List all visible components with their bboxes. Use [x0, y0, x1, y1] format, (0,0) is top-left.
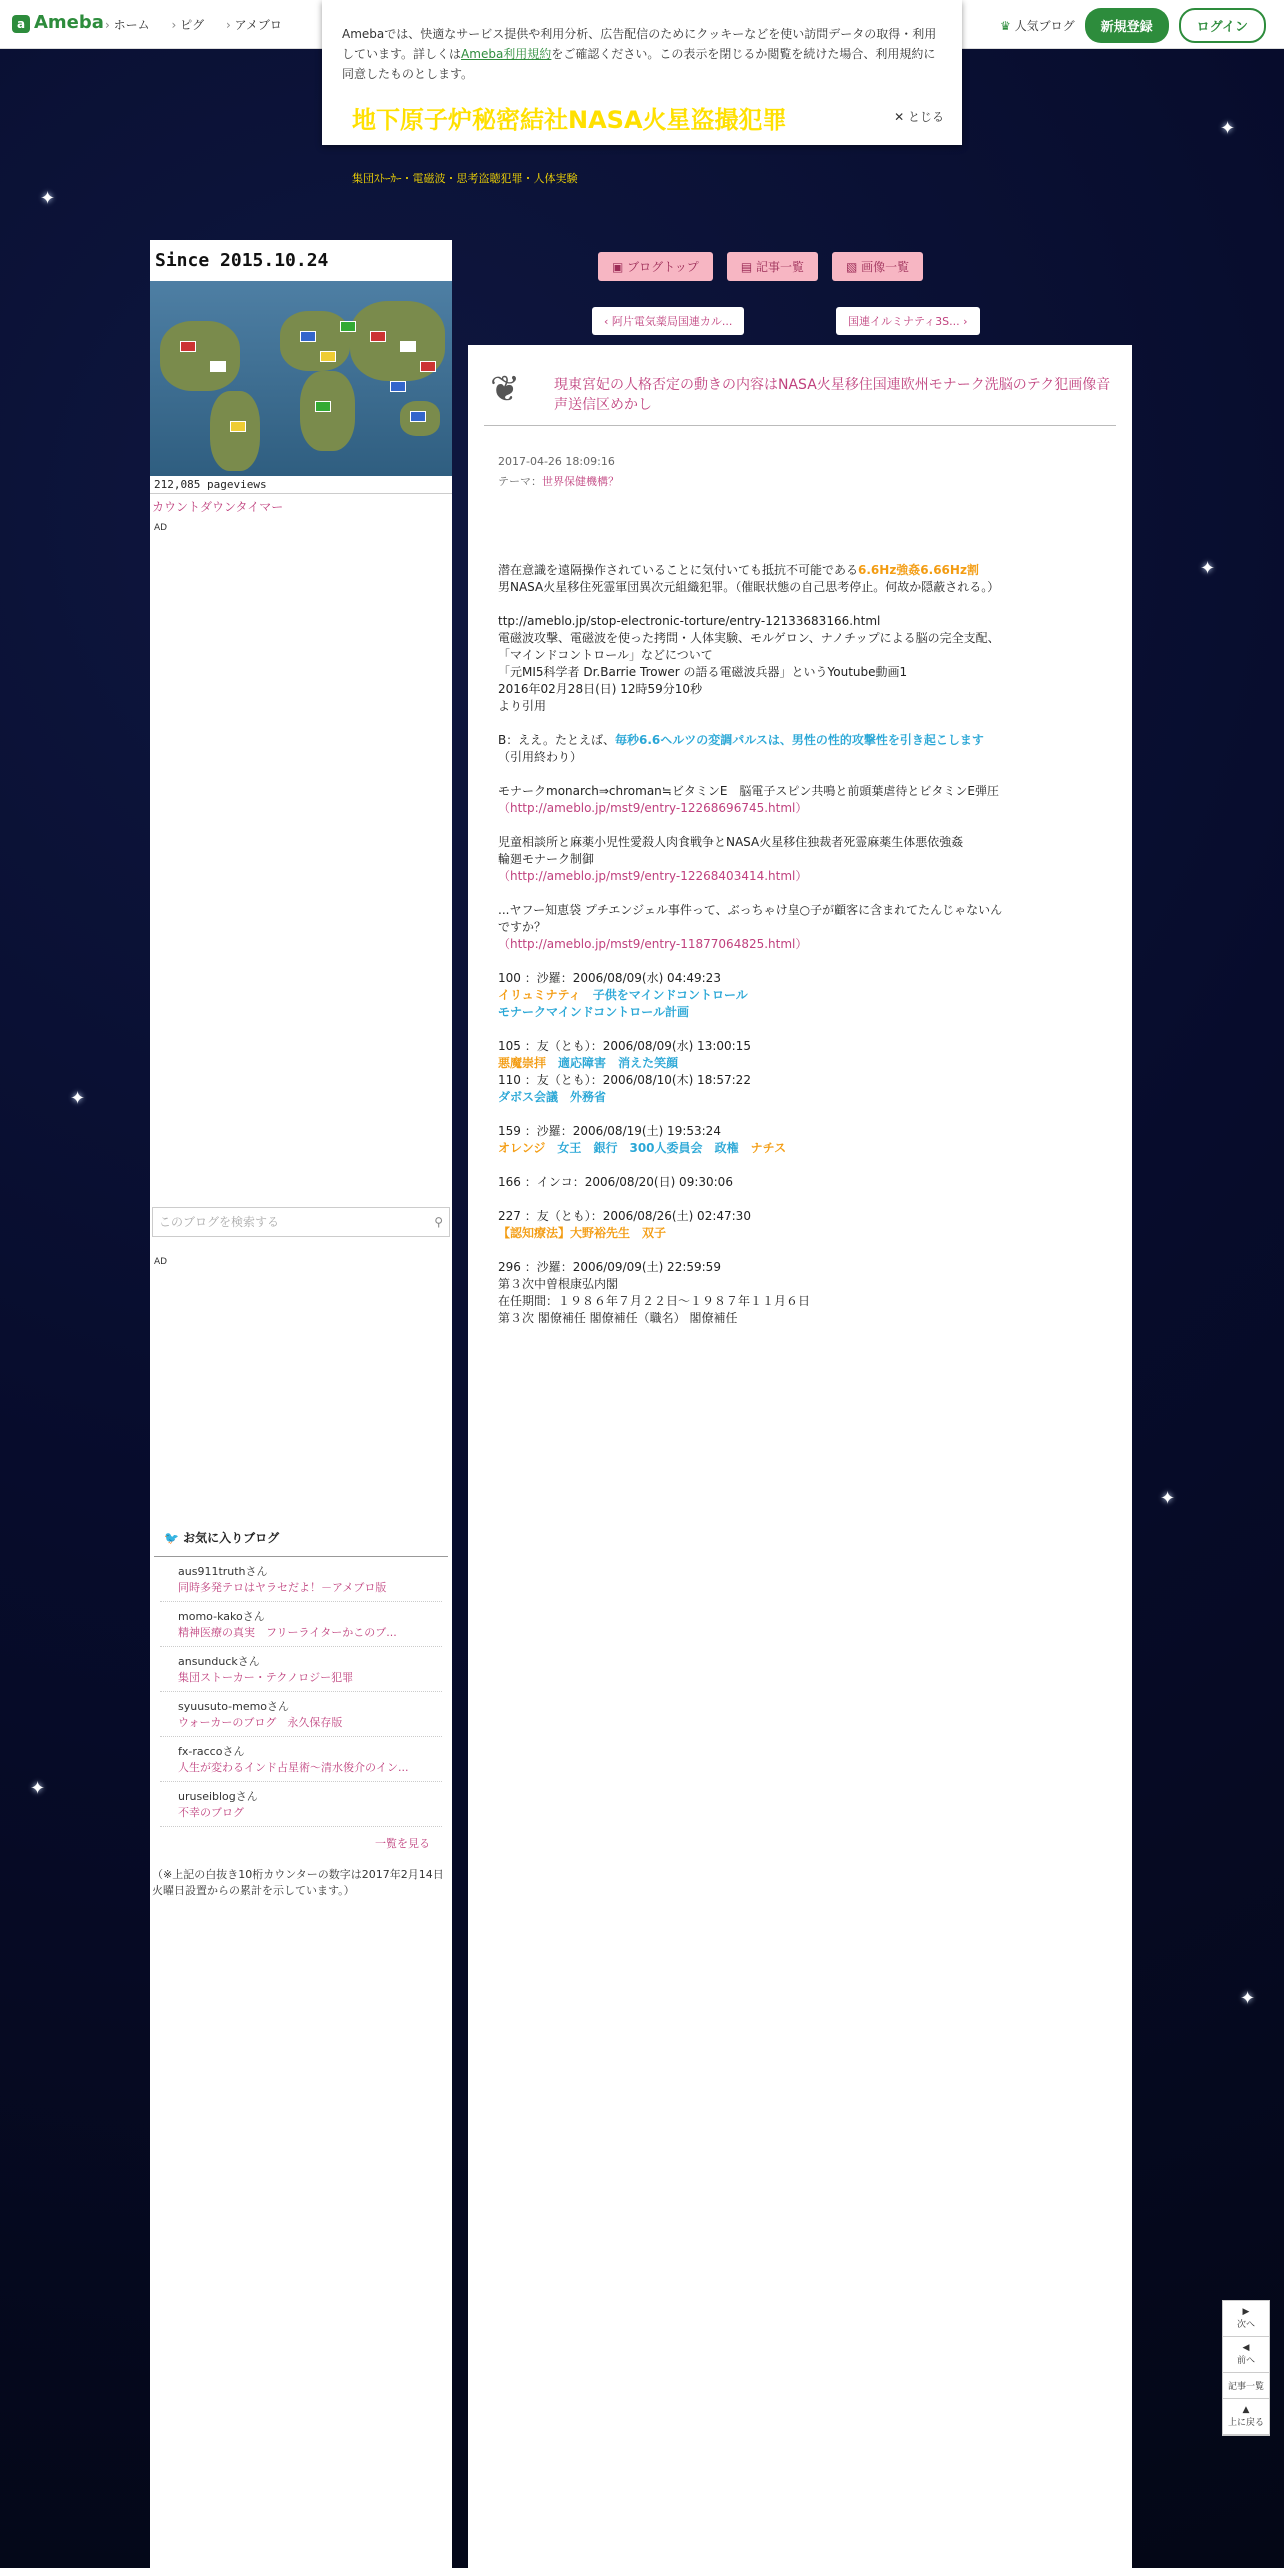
blog-title[interactable]: 地下原子炉秘密結社NASA火星盗撮犯罪 [352, 106, 787, 134]
sidebar-note: （※上記の白抜き10桁カウンターの数字は2017年2月14日火曜日設置からの累計を示しています。） [152, 1868, 444, 1897]
search-icon[interactable]: ⚲ [434, 1215, 443, 1229]
star-icon: ✦ [70, 1088, 86, 1109]
since-label: Since 2015.10.24 [155, 250, 329, 271]
favorite-blog-item[interactable]: aus911truthさん 同時多発テロはヤラセだよ！－アメブロ版 [160, 1557, 442, 1602]
top-nav [105, 16, 300, 33]
home-icon: ▣ [612, 260, 624, 274]
login-button[interactable]: ログイン [1179, 8, 1266, 43]
star-icon: ✦ [1200, 558, 1216, 579]
favorite-blog-item[interactable]: ansunduckさん 集団ストーカー・テクノロジー犯罪 [160, 1647, 442, 1692]
prev-entry-link[interactable]: ‹ 阿片電気薬局国連カル... [592, 307, 744, 335]
article-title[interactable]: 現東宮妃の人格否定の動きの内容はNASA火星移住国連欧州モナーク洗脳のテク犯画像音声送信区めかし [554, 377, 1111, 413]
chevron-left-icon: ‹ [604, 315, 609, 328]
article [468, 345, 1132, 2568]
favorite-blog-item[interactable]: momo-kakoさん 精神医療の真実 フリーライターかこのブ... [160, 1602, 442, 1647]
countdown-timer-link[interactable]: カウントダウンタイマー [152, 500, 284, 514]
article-meta: 2017-04-26 18:09:16 テーマ：世界保健機構？ [498, 452, 1102, 492]
star-icon: ✦ [30, 1778, 46, 1799]
tab-image-list[interactable]: ▧ 画像一覧 [832, 252, 923, 281]
close-icon: ✕ [894, 110, 905, 124]
entry-link[interactable]: （http://ameblo.jp/mst9/entry-11877064825.html） [498, 937, 808, 951]
favorite-blogs-heading: 🐦 お気に入りブログ [154, 1521, 448, 1557]
back-to-top-button[interactable]: ▲ 上に戻る [1223, 2399, 1269, 2435]
popular-blog-link[interactable]: ♛ 人気ブログ [1000, 19, 1075, 33]
tab-entry-list[interactable]: ▤ 記事一覧 [727, 252, 818, 281]
star-icon: ✦ [40, 188, 56, 209]
ameba-logo[interactable]: a Ameba [12, 12, 104, 33]
list-icon: ▤ [740, 260, 753, 274]
favorite-blog-item[interactable]: uruseiblogさん 不幸のブログ [160, 1782, 442, 1827]
article-body: 潜在意識を遠隔操作されていることに気付いても抵抗不可能である6.6Hz強姦6.66Hz割 男NASA火星移住死霊軍団異次元組織犯罪。（催眠状態の自己思考停止。何故か隠蔽される。） ttp://ameblo.jp/stop-electronic-torture/entry-12133683166.html 電磁波攻撃、電磁波を使った拷問・人体実験、モルゲロン、ナノチップによる脳の完全支配、 「マインドコントロール」などについて 「元MI5科学者 Dr.Barrie Trower の語る電磁波兵器」というYoutube動画1 2016年02月28日(日) 12時59分10秒 より引用 B：ええ。たとえば、毎秒6.6ヘルツの変調パルスは、男性の性的攻撃性を引き起こします （引用終わり） モナークmonarch⇒chroman≒ビタミンE 脳電子スピン共鳴と前頭葉虐待とビタミンE弾圧 （http://ameblo.jp/mst9/entry-12268696745.html） 児童相談所と麻薬小児性愛殺人肉食戦争とNASA火星移住独裁者死霊麻薬生体悪依強姦 輪廻モナーク制御 （http://ameblo.jp/mst9/entry-12268403414.html） ...ヤフー知恵袋 プチエンジェル事件って、ぶっちゃけ皇○子が顧客に含まれてたんじゃないん ですか？ （http://ameblo.jp/mst9/entry-11877064825.html） 100 ：沙羅：2006/08/09(水) 04:49:23 イリュミナティ 子供をマインドコントロール モナークマインドコントロール計画 105 ：友（とも）：2006/08/09(水) 13:00:15 悪魔崇拝 適応障害 消えた笑顔 110 ：友（とも）：2006/08/10(木) 18:57:22 ダボス会議 外務省 159 ：沙羅：2006/08/19(土) 19:53:24 オレンジ 女王 銀行 300人委員会 政権 ナチス 166 ：インコ：2006/08/20(日) 09:30:06 227 ：友（とも）：2006/08/26(土) 02:47:30 【認知療法】大野裕先生 双子 296 ：沙羅：2006/09/09(土) 22:59:59 第３次中曽根康弘内閣 在任期間：１９８６年７月２２日～１９８７年１１月６日 第３次 閣僚補任 閣僚補任（職名） 閣僚補任 [498, 563, 1003, 1325]
tree-icon: ❦ [490, 369, 521, 410]
entry-link[interactable]: （http://ameblo.jp/mst9/entry-12268403414.html） [498, 869, 808, 883]
cookie-close-button[interactable]: ✕ とじる [894, 110, 944, 124]
tab-blog-top[interactable]: ▣ ブログトップ [598, 252, 713, 281]
logo-icon: a [12, 15, 30, 33]
terms-link[interactable]: Ameba利用規約 [461, 47, 552, 61]
article-header [484, 365, 1116, 426]
star-icon: ✦ [1160, 1488, 1176, 1509]
favorite-blog-item[interactable]: fx-raccoさん 人生が変わるインド占星術～清水俊介のイン... [160, 1737, 442, 1782]
bird-icon: 🐦 [164, 1531, 179, 1545]
blog-description: 集団ｽﾄｰｶｰ・電磁波・思考盗聴犯罪・人体実験 [352, 172, 578, 185]
pageviews-counter: 212,085 pageviews [150, 476, 452, 494]
nav-ameblo[interactable]: › アメブロ [226, 18, 282, 32]
star-icon: ✦ [1220, 118, 1236, 139]
ad-label: AD [154, 1257, 168, 1267]
next-button[interactable]: ▶ 次へ [1223, 2301, 1269, 2337]
crown-icon: ♛ [1000, 19, 1011, 33]
nav-home[interactable]: › ホーム [105, 18, 150, 32]
entry-link[interactable]: （http://ameblo.jp/mst9/entry-12268696745.html） [498, 801, 808, 815]
next-entry-link[interactable]: 国連イルミナティ3S... › [836, 307, 980, 335]
nav-pigg[interactable]: › ピグ [171, 18, 204, 32]
see-all-link[interactable]: 一覧を見る [375, 1837, 430, 1850]
theme-link[interactable]: 世界保健機構？ [542, 475, 619, 488]
prev-button[interactable]: ◀ 前へ [1223, 2337, 1269, 2373]
cookie-notice: Amebaでは、快適なサービス提供や利用分析、広告配信のためにクッキーなどを使い訪問データの取得・利用しています。詳しくはAmeba利用規約をご確認ください。この表示を閉じるか閲覧を続けた場合、利用規約に同意したものとします。 ✕ とじる [322, 0, 962, 145]
image-icon: ▧ [846, 260, 858, 274]
signup-button[interactable]: 新規登録 [1085, 8, 1169, 43]
blog-tabs [598, 252, 923, 281]
entry-list-button[interactable]: 記事一覧 [1223, 2373, 1269, 2399]
ad-label: AD [154, 523, 168, 533]
visitor-map [150, 281, 452, 476]
chevron-right-icon: › [963, 315, 968, 328]
article-date: 2017-04-26 18:09:16 [498, 455, 615, 468]
star-icon: ✦ [1240, 1988, 1256, 2009]
blog-search-input[interactable]: このブログを検索する ⚲ [152, 1207, 450, 1237]
favorite-blog-item[interactable]: syuusuto-memoさん ウォーカーのブログ 永久保存版 [160, 1692, 442, 1737]
floating-nav [1222, 2300, 1270, 2436]
sidebar [150, 240, 452, 2568]
